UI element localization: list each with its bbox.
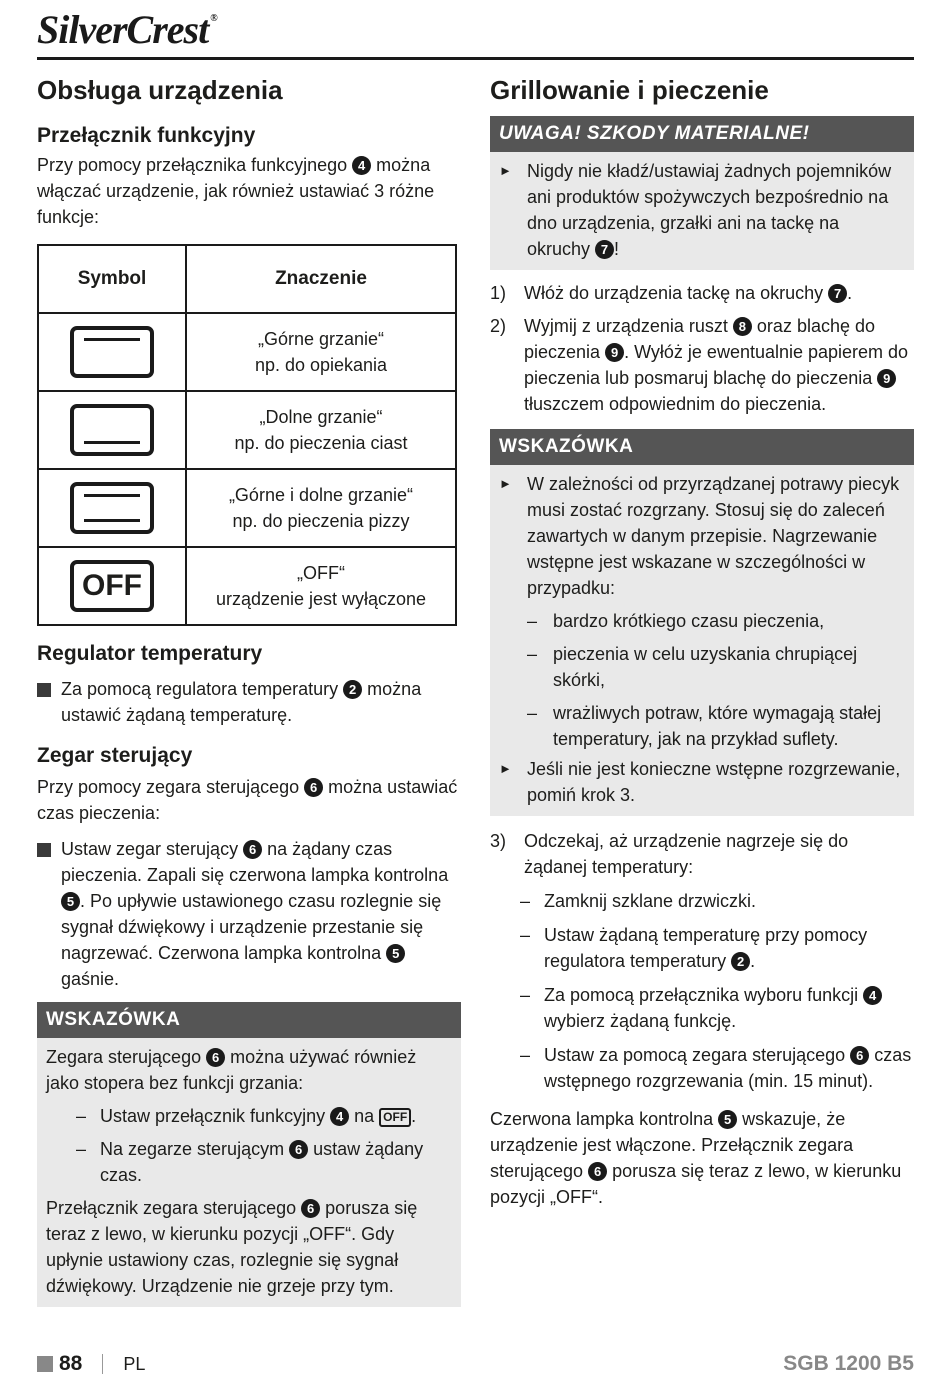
number-badge: 4	[863, 986, 882, 1005]
number-badge: 6	[243, 840, 262, 859]
number-badge: 6	[301, 1199, 320, 1218]
number-badge: 6	[588, 1162, 607, 1181]
number-badge: 5	[61, 892, 80, 911]
list-item: ► W zależności od przyrządzanej potrawy piecyk musi zostać rozgrzany. Stosuj się do zaleceń zawartych w danym przepisie. Nagrzewanie wstępne jest wskazane w szczególności w przypadku:	[499, 471, 905, 601]
note-heading: WSKAZÓWKA	[37, 1002, 461, 1038]
number-badge: 4	[352, 156, 371, 175]
left-column	[37, 66, 461, 1307]
timer-intro: Przy pomocy zegara sterującego 6 można ustawiać czas pieczenia:	[37, 777, 458, 823]
list-item: – Ustaw przełącznik funkcyjny 4 na OFF .	[76, 1106, 417, 1126]
number-badge: 6	[289, 1140, 308, 1159]
list-item: – pieczenia w celu uzyskania chrupiącej skórki,	[527, 644, 858, 690]
list-item: ► Jeśli nie jest konieczne wstępne rozgrzewanie, pomiń krok 3.	[499, 756, 905, 808]
list-item: ► Nigdy nie kładź/ustawiaj żadnych pojemników ani produktów spożywczych bezpośrednio na dno urządzenia, grzałki ani na tackę na okruchy 7 !	[499, 158, 905, 262]
final-paragraph: Czerwona lampka kontrolna 5 wskazuje, że urządzenie jest włączone. Przełącznik zegara sterującego 6 porusza się teraz z lewo, w kierunku pozycji „OFF“.	[490, 1109, 902, 1207]
table-header-symbol: Symbol	[38, 245, 186, 313]
heading-timer: Zegar sterujący	[37, 744, 193, 767]
list-item: – Za pomocą przełącznika wyboru funkcji 4 wybierz żądaną funkcję.	[490, 982, 914, 1034]
switch-intro: Przy pomocy przełącznika funkcyjnego 4 można włączać urządzenie, jak również ustawiać 3 różne funkcje:	[37, 155, 435, 227]
symbol-table	[37, 244, 457, 626]
arrow-right-icon: ►	[499, 476, 512, 491]
divider	[102, 1354, 103, 1374]
number-badge: 2	[731, 952, 750, 971]
number-badge: 5	[386, 944, 405, 963]
note-box-preheat	[490, 429, 914, 816]
warning-heading: UWAGA! SZKODY MATERIALNE!	[490, 116, 914, 152]
page-number: 88	[59, 1352, 83, 1375]
table-row: OFF „OFF“ urządzenie jest wyłączone	[38, 547, 456, 625]
number-badge: 6	[850, 1046, 869, 1065]
page-footer-left	[37, 1352, 145, 1376]
list-item: Ustaw zegar sterujący 6 na żądany czas pieczenia. Zapali się czerwona lampka kontrolna 5 . Po upływie ustawionego czasu rozlegnie się sygnał dźwiękowy i urządzenie przestanie się nagrzewać. Czerwona lampka kontrolna 5 gaśnie.	[37, 836, 461, 992]
number-badge: 6	[206, 1048, 225, 1067]
right-column	[490, 66, 914, 1210]
heading-function-switch: Przełącznik funkcyjny	[37, 124, 256, 147]
header-rule	[37, 57, 914, 60]
section-title-operation: Obsługa urządzenia	[37, 75, 283, 105]
number-badge: 9	[877, 369, 896, 388]
number-badge: 9	[605, 343, 624, 362]
arrow-right-icon: ►	[499, 163, 512, 178]
list-item: – Zamknij szklane drzwiczki.	[520, 891, 757, 911]
number-badge: 2	[343, 680, 362, 699]
number-badge: 7	[595, 240, 614, 259]
list-item: – Ustaw żądaną temperaturę przy pomocy regulatora temperatury 2 .	[520, 925, 868, 971]
number-badge: 7	[828, 284, 847, 303]
language-code: PL	[123, 1353, 146, 1374]
square-icon	[37, 1356, 53, 1372]
table-row: „Górne i dolne grzanie“ np. do pieczenia pizzy	[38, 469, 456, 547]
list-item: – Ustaw za pomocą zegara sterującego 6 czas wstępnego rozgrzewania (min. 15 minut).	[520, 1045, 912, 1091]
section-title-grilling: Grillowanie i pieczenie	[490, 75, 769, 105]
note-heading: WSKAZÓWKA	[490, 429, 914, 465]
number-badge: 8	[733, 317, 752, 336]
step-item: 3) Odczekaj, aż urządzenie nagrzeje się do żądanej temperatury:	[490, 831, 849, 877]
arrow-right-icon: ►	[499, 761, 512, 776]
table-row: „Górne grzanie“ np. do opiekania	[38, 313, 456, 391]
off-symbol-icon: OFF	[379, 1108, 411, 1127]
step-item: 2) Wyjmij z urządzenia ruszt 8 oraz blachę do pieczenia 9 . Wyłóż je ewentualnie papierem do pieczenia lub posmaruj blachę do pieczenia 9 tłuszczem odpowiednim do pieczenia.	[490, 316, 909, 414]
number-badge: 5	[718, 1110, 737, 1129]
list-item: – bardzo krótkiego czasu pieczenia,	[527, 611, 825, 631]
list-item: – Na zegarze sterującym 6 ustaw żądany czas.	[76, 1139, 424, 1185]
top-heat-icon	[70, 326, 154, 378]
note-paragraph: Przełącznik zegara sterującego 6 porusza się teraz z lewo, w kierunku pozycji „OFF“. Gdy upłynie ustawiony czas, rozlegnie się sygnał dźwiękowy. Urządzenie nie grzeje przy tym.	[46, 1198, 418, 1296]
table-row: „Dolne grzanie“ np. do pieczenia ciast	[38, 391, 456, 469]
bottom-heat-icon	[70, 404, 154, 456]
step-item: 1) Włóż do urządzenia tackę na okruchy 7 .	[490, 283, 853, 303]
note-box-timer	[37, 1002, 461, 1307]
off-icon: OFF	[70, 560, 154, 612]
list-item: – wrażliwych potraw, które wymagają stałej temperatury, jak na przykład suflety.	[527, 703, 882, 749]
number-badge: 6	[304, 778, 323, 797]
brand-logo: SilverCrest ®	[37, 7, 217, 52]
note-paragraph: Zegara sterującego 6 można używać również jako stopera bez funkcji grzania:	[46, 1047, 417, 1093]
top-bottom-heat-icon	[70, 482, 154, 534]
list-item: Za pomocą regulatora temperatury 2 można ustawić żądaną temperaturę.	[37, 676, 461, 728]
table-header-meaning: Znaczenie	[186, 245, 456, 313]
number-badge: 4	[330, 1107, 349, 1126]
model-number: SGB 1200 B5	[783, 1352, 914, 1375]
warning-box	[490, 116, 914, 270]
heading-temperature-regulator: Regulator temperatury	[37, 642, 263, 665]
